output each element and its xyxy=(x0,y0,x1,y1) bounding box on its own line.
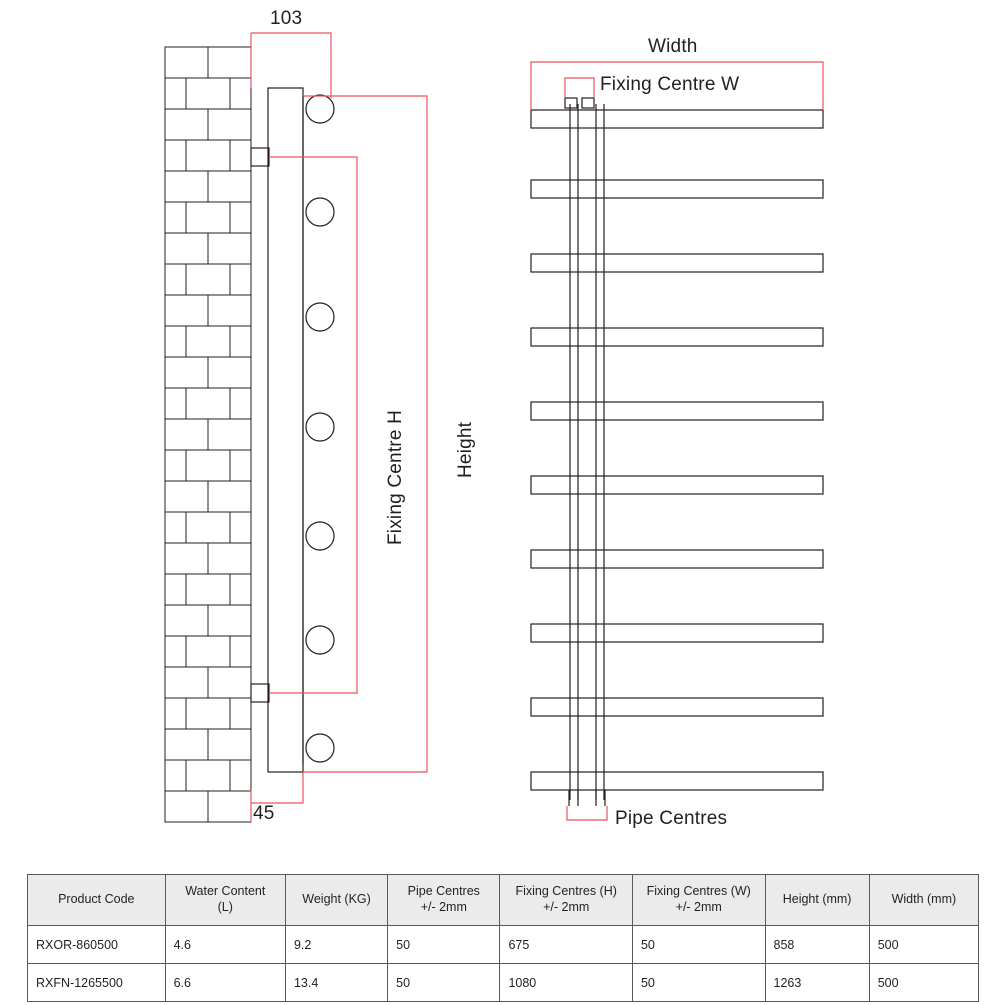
cell-height: 858 xyxy=(765,926,869,964)
cell-fixing-centres-h: 675 xyxy=(500,926,633,964)
cell-water-content: 6.6 xyxy=(165,964,285,1002)
cell-fixing-centres-w: 50 xyxy=(632,964,765,1002)
front-view-dimensions xyxy=(531,62,823,820)
specification-table xyxy=(27,874,979,1002)
fixing-centre-w-label: Fixing Centre W xyxy=(600,74,740,95)
dimension-103-label: 103 xyxy=(270,8,303,29)
cell-pipe-centres: 50 xyxy=(388,926,500,964)
side-view-radiator xyxy=(251,88,334,772)
cell-width: 500 xyxy=(869,964,978,1002)
dimension-45-label: 45 xyxy=(253,803,275,824)
cell-weight: 13.4 xyxy=(285,964,387,1002)
pipe-centres-label: Pipe Centres xyxy=(615,808,728,829)
fixing-centre-h-label: Fixing Centre H xyxy=(385,410,406,545)
header-weight: Weight (KG) xyxy=(285,875,387,926)
header-height: Height (mm) xyxy=(765,875,869,926)
header-pipe-centres: Pipe Centres +/- 2mm xyxy=(388,875,500,926)
header-product-code: Product Code xyxy=(28,875,166,926)
header-fixing-centres-h: Fixing Centres (H) +/- 2mm xyxy=(500,875,633,926)
cell-width: 500 xyxy=(869,926,978,964)
width-label: Width xyxy=(648,36,698,57)
header-water-content: Water Content (L) xyxy=(165,875,285,926)
table-header xyxy=(28,875,979,926)
cell-pipe-centres: 50 xyxy=(388,964,500,1002)
header-width: Width (mm) xyxy=(869,875,978,926)
brick-wall xyxy=(165,47,251,822)
height-label: Height xyxy=(455,421,476,478)
table-header-row xyxy=(28,875,979,926)
front-view-radiator xyxy=(531,98,823,806)
cell-weight: 9.2 xyxy=(285,926,387,964)
cell-water-content: 4.6 xyxy=(165,926,285,964)
cell-product-code: RXFN-1265500 xyxy=(28,964,166,1002)
cell-height: 1263 xyxy=(765,964,869,1002)
cell-product-code: RXOR-860500 xyxy=(28,926,166,964)
cell-fixing-centres-h: 1080 xyxy=(500,964,633,1002)
header-fixing-centres-w: Fixing Centres (W) +/- 2mm xyxy=(632,875,765,926)
table-row xyxy=(28,926,979,964)
cell-fixing-centres-w: 50 xyxy=(632,926,765,964)
table-row xyxy=(28,964,979,1002)
table-body xyxy=(28,926,979,1002)
